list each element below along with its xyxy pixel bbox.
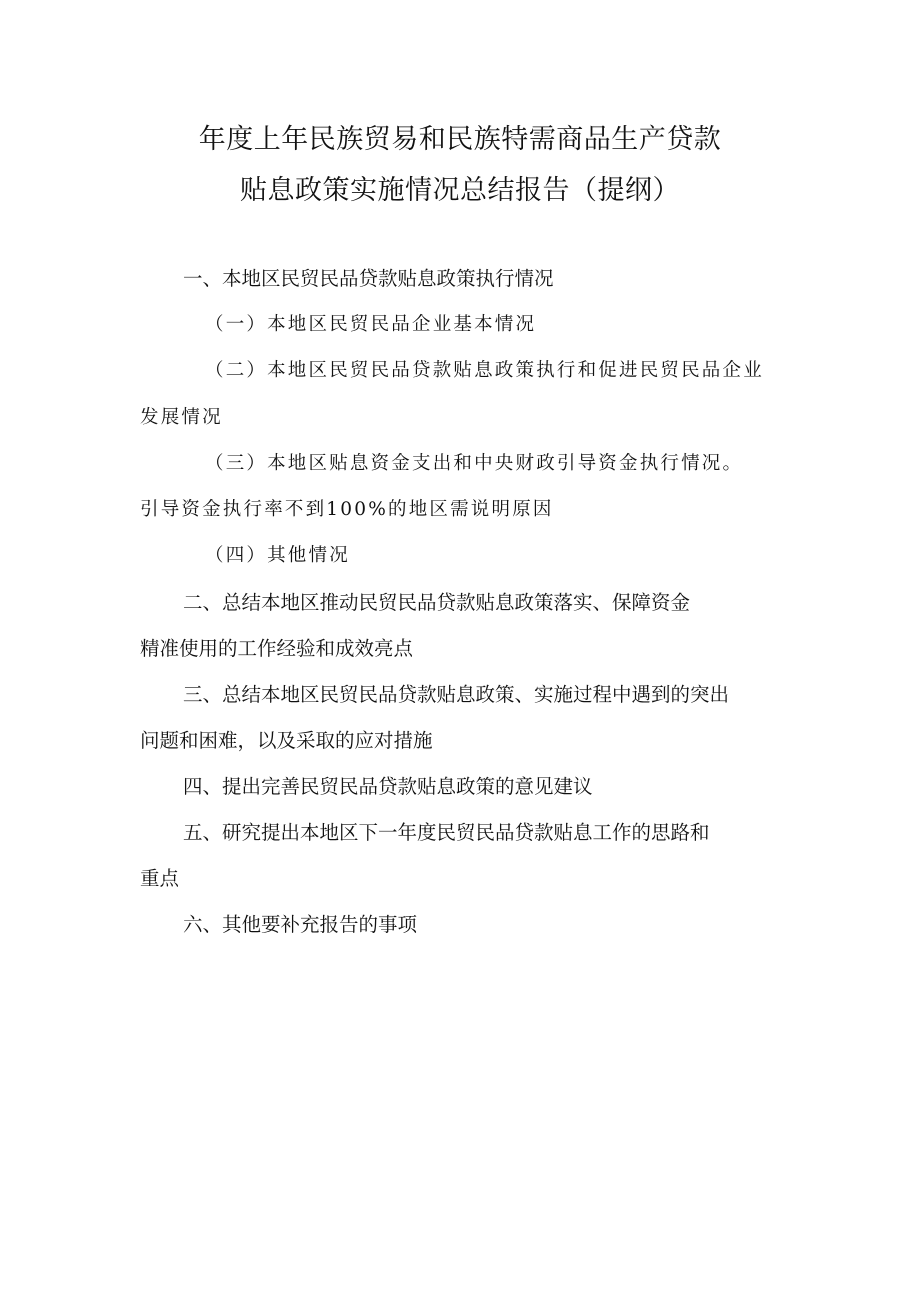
- document-title-line-2: 贴息政策实施情况总结报告（提纲）: [240, 175, 680, 206]
- section-6: 六、其他要补充报告的事项: [183, 913, 418, 936]
- section-3-line-2: 问题和困难，以及采取的应对措施: [140, 729, 433, 752]
- section-2-line-1: 二、总结本地区推动民贸民品贷款贴息政策落实、保障资金: [183, 591, 691, 614]
- section-5-line-1: 五、研究提出本地区下一年度民贸民品贷款贴息工作的思路和: [183, 821, 710, 844]
- section-2-line-2: 精准使用的工作经验和成效亮点: [140, 637, 414, 660]
- section-5-line-2: 重点: [140, 867, 180, 890]
- section-1-subitem-1: （一）本地区民贸民品企业基本情况: [205, 314, 537, 335]
- section-1-subitem-3-line-1: （三）本地区贴息资金支出和中央财政引导资金执行情况。: [205, 453, 744, 474]
- section-1-subitem-4: （四）其他情况: [205, 545, 350, 566]
- section-1-subitem-3-line-2: 引导资金执行率不到100%的地区需说明原因: [140, 499, 554, 520]
- section-1-subitem-2-line-1: （二）本地区民贸民品贷款贴息政策执行和促进民贸民品企业: [205, 360, 764, 381]
- section-3-line-1: 三、总结本地区民贸民品贷款贴息政策、实施过程中遇到的突出: [183, 683, 730, 706]
- section-4: 四、提出完善民贸民品贷款贴息政策的意见建议: [183, 775, 593, 798]
- section-1-subitem-2-line-2: 发展情况: [140, 407, 223, 428]
- document-title-line-1: 年度上年民族贸易和民族特需商品生产贷款: [198, 124, 722, 155]
- section-1-heading: 一、本地区民贸民品贷款贴息政策执行情况: [183, 267, 554, 290]
